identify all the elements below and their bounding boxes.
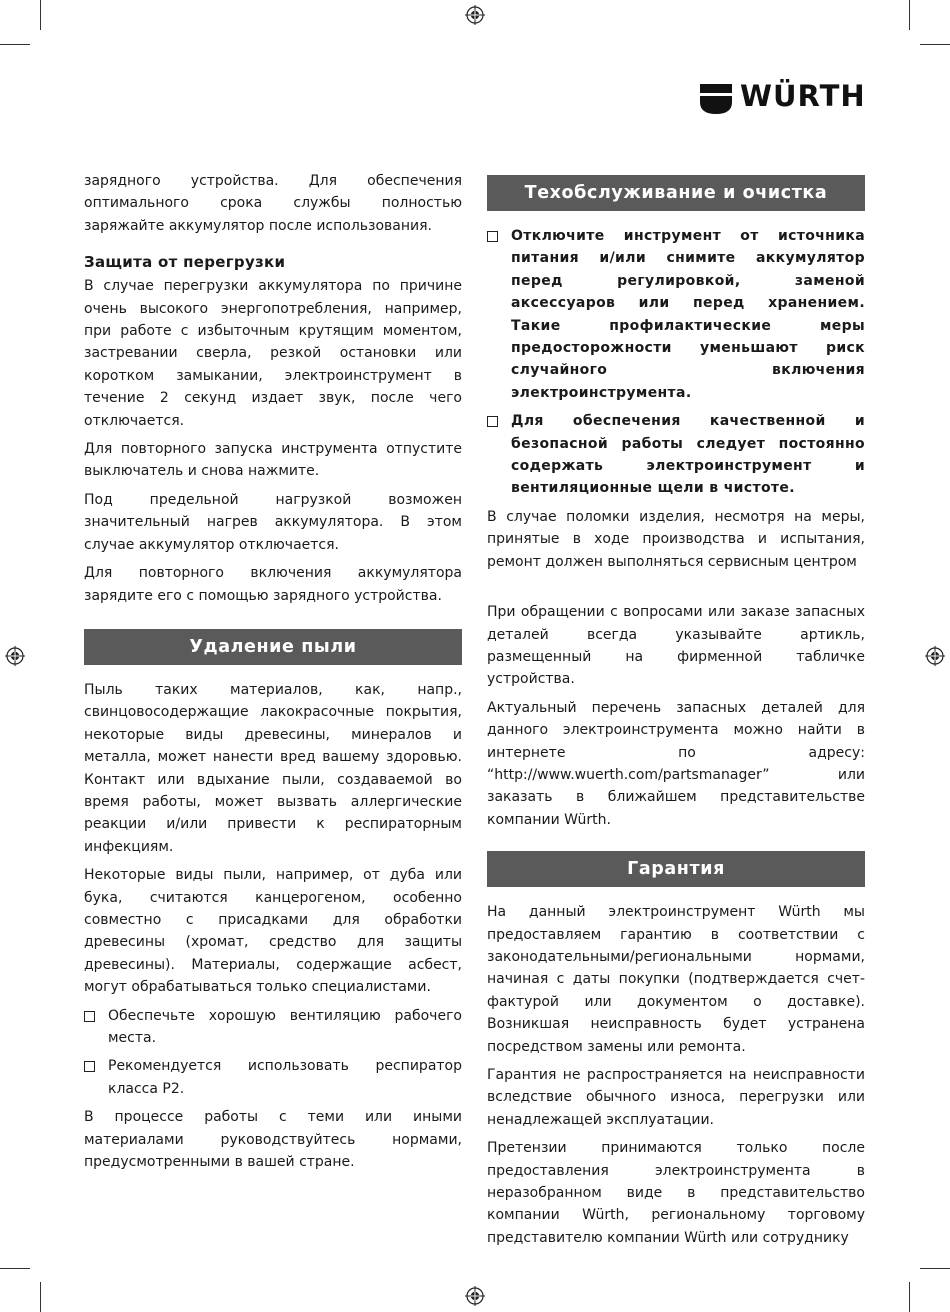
dust-paragraph-1: Пыль таких материалов, как, напр., свинцовосодержащие лакокрасочные покрытия, некоторые виды древесины, минералов и металла, может нанести вред вашему здоровью. Контакт или вдыхание пыли, создаваемой во время работы, может вызвать аллергические реакции и/или привести к респираторным инфекциям. xyxy=(84,681,462,855)
overload-heading: Защита от перегрузки xyxy=(84,253,286,272)
dust-section-banner: Удаление пыли xyxy=(84,629,462,665)
crop-mark-top-right xyxy=(909,0,910,30)
maintenance-bullet-2-text: Для обеспечения качественной и безопасной работы следует постоянно содержать электроинструмент и вентиляционные щели в чистоте. xyxy=(511,413,865,497)
crop-mark-top-left-h xyxy=(0,44,30,45)
wurth-logo xyxy=(700,78,868,122)
brand-name: WÜRTH xyxy=(740,79,866,113)
warranty-paragraph-1: На данный электроинструмент Würth мы предоставляем гарантию в соответствии с законодательными/региональными нормами, начиная с даты покупки (подтверждается счет-фактурой или документом о доставке). Возникшая неисправность будет устранена посредством замены или ремонта. xyxy=(487,904,865,1055)
crop-mark-top-left xyxy=(40,0,41,30)
crop-mark-top-right-h xyxy=(920,44,950,45)
warranty-paragraph-3: Претензии принимаются только после предоставления электроинструмента в неразобранном виде в представительство компании Würth, региональному торговому представителю компании Würth или сотруднику xyxy=(487,1140,865,1246)
registration-mark-icon xyxy=(925,646,945,666)
crop-mark-bottom-left-h xyxy=(0,1268,30,1269)
checkbox-icon xyxy=(84,1061,95,1072)
warranty-paragraph-2: Гарантия не распространяется на неисправности вследствие обычного износа, перегрузки или ненадлежащей эксплуатации. xyxy=(487,1067,865,1128)
maintenance-bullet-1-text: Отключите инструмент от источника питания и/или снимите аккумулятор перед регулировкой, заменой аксессуаров или перед хранением. Такие профилактические меры предосторожности уменьшают риск случайного включения электроинструмента. xyxy=(511,228,865,401)
maintenance-paragraph-3: Актуальный перечень запасных деталей для данного электроинструмента можно найти в интернете по адресу: “http://www.wuerth.com/partsmanager” или заказать в ближайшем представительстве компании Würth. xyxy=(487,699,865,828)
checkbox-icon xyxy=(84,1011,95,1022)
overload-paragraph-2: Для повторного запуска инструмента отпустите выключатель и снова нажмите. xyxy=(84,441,462,480)
registration-mark-icon xyxy=(465,1286,485,1306)
dust-paragraph-2: Некоторые виды пыли, например, от дуба или бука, считаются канцерогеном, особенно совместно с присадками для обработки древесины (хромат, средство для защиты древесины). Материалы, содержащие асбест, могут обрабатываться только специалистами. xyxy=(84,867,462,996)
maintenance-bullet-2 xyxy=(487,410,865,500)
overload-paragraph-1: В случае перегрузки аккумулятора по причине очень высокого энергопотребления, например, при работе с избыточным крутящим моментом, застревании сверла, резкой остановки или коротком замыкании, электроинструмент в течение 2 секунд издает звук, после чего отключается. xyxy=(84,278,462,429)
registration-mark-icon xyxy=(465,5,485,25)
checkbox-icon xyxy=(487,416,498,427)
left-column xyxy=(84,170,462,1179)
registration-mark-icon xyxy=(5,646,25,666)
dust-closing-paragraph: В процессе работы с теми или иными материалами руководствуйтесь нормами, предусмотренными в вашей стране. xyxy=(84,1109,462,1171)
checkbox-icon xyxy=(487,231,498,242)
dust-bullet-2-text: Рекомендуется использовать респиратор класса Р2. xyxy=(108,1058,462,1097)
crop-mark-bottom-left xyxy=(40,1282,41,1312)
maintenance-paragraph-2: При обращении с вопросами или заказе запасных деталей всегда указывайте артикль, размещенный на фирменной табличке устройства. xyxy=(487,604,865,688)
crop-mark-bottom-right xyxy=(909,1282,910,1312)
dust-bullet-1 xyxy=(84,1005,462,1050)
maintenance-bullet-1 xyxy=(487,225,865,404)
warranty-section-banner: Гарантия xyxy=(487,851,865,887)
wurth-emblem-icon xyxy=(700,84,732,114)
crop-mark-bottom-right-h xyxy=(920,1268,950,1269)
overload-paragraph-4: Для повторного включения аккумулятора зарядите его с помощью зарядного устройства. xyxy=(84,565,462,604)
intro-paragraph: зарядного устройства. Для обеспечения оптимального срока службы полностью заряжайте аккумулятор после использования. xyxy=(84,173,462,234)
maintenance-section-banner: Техобслуживание и очистка xyxy=(487,175,865,211)
maintenance-paragraph-1: В случае поломки изделия, несмотря на меры, принятые в ходе производства и испытания, ремонт должен выполняться сервисным центром xyxy=(487,508,865,570)
overload-paragraph-3: Под предельной нагрузкой возможен значительный нагрев аккумулятора. В этом случае аккумулятор отключается. xyxy=(84,491,462,553)
right-column xyxy=(487,175,865,1255)
dust-bullet-1-text: Обеспечьте хорошую вентиляцию рабочего места. xyxy=(108,1007,462,1046)
dust-bullet-2 xyxy=(84,1055,462,1100)
